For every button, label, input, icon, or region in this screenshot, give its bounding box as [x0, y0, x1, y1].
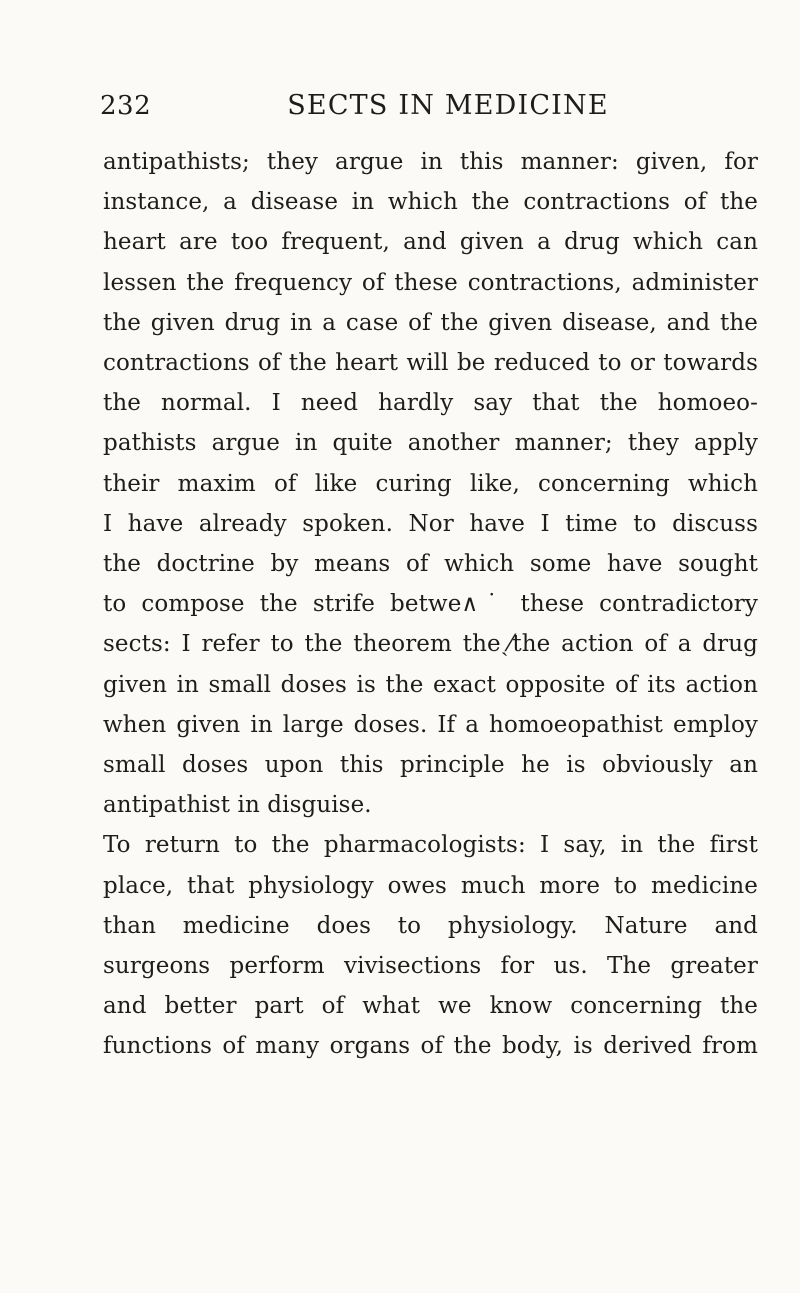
text-line: their maxim of like curing like, concerning which — [103, 470, 758, 497]
text-line: the given drug in a case of the given disease, and the — [103, 309, 758, 336]
text-line: heart are too frequent, and given a drug which can — [103, 229, 758, 256]
page-number: 232 — [100, 91, 152, 121]
text-line: lessen the frequency of these contractions, administer — [103, 269, 758, 296]
text-line: given in small doses is the exact opposite of its action — [103, 671, 758, 698]
text-line: instance, a disease in which the contractions of the — [103, 189, 758, 216]
text-line: place, that physiology owes much more to medicine — [103, 872, 758, 899]
text-line: to compose the strife betwe∧˙ these contradictory — [103, 591, 758, 618]
text-line: when given in large doses. If a homoeopathist employ — [103, 711, 758, 738]
body-text — [103, 142, 758, 1067]
page-header — [100, 86, 760, 126]
paragraph-start-line: To return to the pharmacologists: I say, in the first — [103, 832, 758, 859]
text-line: and better part of what we know concerning the — [103, 993, 758, 1020]
text-line: antipathists; they argue in this manner: given, for — [103, 149, 758, 175]
text-line: contractions of the heart will be reduced to or towards — [103, 350, 758, 377]
text-line: the normal. I need hardly say that the homoeo- — [103, 390, 758, 417]
text-line: than medicine does to physiology. Nature and — [103, 912, 758, 939]
text-line: surgeons perform vivisections for us. The greater — [103, 953, 758, 980]
text-line: small doses upon this principle he is obviously an — [103, 752, 758, 779]
running-head: SECTS IN MEDICINE — [287, 90, 609, 121]
text-line: functions of many organs of the body, is derived from — [103, 1033, 758, 1060]
text-line: pathists argue in quite another manner; they apply — [103, 430, 758, 457]
text-line: antipathist in disguise. — [103, 792, 372, 819]
text-line: sects: I refer to the theorem theˏ⁄the action of a drug — [103, 631, 758, 658]
text-line: the doctrine by means of which some have sought — [103, 551, 758, 578]
text-line: I have already spoken. Nor have I time to discuss — [103, 510, 758, 537]
